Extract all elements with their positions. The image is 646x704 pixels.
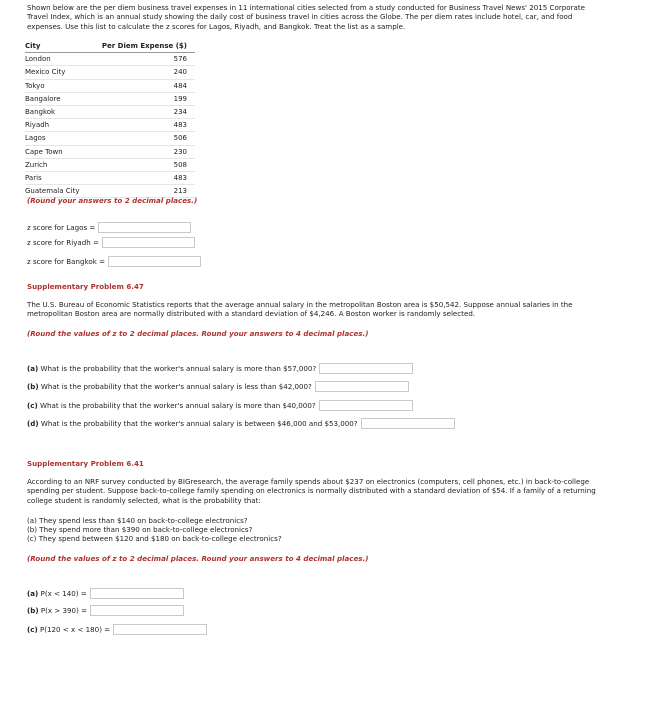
z-lagos-label: z score for Lagos = (27, 223, 96, 232)
table-row (25, 158, 195, 171)
problem-641-list-b: (b) They spend more than $390 on back-to-college electronics? (27, 525, 253, 534)
question-647-c (27, 400, 413, 411)
question-text: What is the probability that the worker's annual salary is between $46,000 and $53,000? (40, 419, 358, 428)
table-row (25, 119, 195, 132)
problem-647-title: Supplementary Problem 6.47 (27, 282, 144, 291)
problem-641-text: According to an NRF survey conducted by BIGresearch, the average family spends about $237 on electronics (computers, cell phones, etc.) in back-to-college spending per student. Suppose back-to-college family spending on electronics is normally distributed with a standard deviation of $54. If a family of a returning college student is randomly selected, what is the probability that: (27, 477, 596, 505)
expense-cell: 576 (88, 53, 195, 66)
answer-expression: P(x > 390) = (40, 606, 88, 615)
z-bangkok-row (27, 256, 201, 267)
answer-647-d-input[interactable] (361, 418, 455, 429)
answer-641-c-input[interactable] (113, 624, 207, 635)
expense-cell: 230 (88, 145, 195, 158)
expense-cell: 483 (88, 171, 195, 184)
expense-cell: 506 (88, 132, 195, 145)
answer-647-a-input[interactable] (319, 363, 413, 374)
problem-647-text: The U.S. Bureau of Economic Statistics reports that the average annual salary in the metropolitan Boston area is $50,542. Suppose annual salaries in the metropolitan Boston area are normally distributed with a standard deviation of $4,246. A Boston worker is randomly selected. (27, 300, 573, 319)
city-cell: Bangkok (25, 105, 88, 118)
table-row (25, 53, 195, 66)
question-text: What is the probability that the worker's annual salary is more than $57,000? (40, 364, 317, 373)
answer-641-b-row (27, 605, 184, 616)
question-label: (d) (27, 419, 39, 428)
question-647-a (27, 363, 413, 374)
table-row (25, 66, 195, 79)
question-text: What is the probability that the worker's annual salary is less than $42,000? (40, 382, 312, 391)
table-row (25, 105, 195, 118)
question-text: What is the probability that the worker's annual salary is more than $40,000? (39, 401, 316, 410)
question-647-b (27, 381, 409, 392)
answer-label: (a) (27, 589, 39, 598)
answer-label: (c) (27, 625, 38, 634)
city-cell: Paris (25, 171, 88, 184)
problem-641-list-c: (c) They spend between $120 and $180 on back-to-college electronics? (27, 534, 282, 543)
table-row (25, 171, 195, 184)
expense-cell: 234 (88, 105, 195, 118)
answer-647-c-input[interactable] (319, 400, 413, 411)
problem-641-title: Supplementary Problem 6.41 (27, 459, 144, 468)
expense-cell: 484 (88, 79, 195, 92)
table-header-row (25, 40, 195, 53)
z-lagos-row (27, 222, 191, 233)
z-riyadh-row (27, 237, 195, 248)
table-row (25, 92, 195, 105)
city-cell: Guatemala City (25, 185, 88, 198)
city-cell: London (25, 53, 88, 66)
city-cell: Tokyo (25, 79, 88, 92)
answer-label: (b) (27, 606, 39, 615)
expense-cell: 240 (88, 66, 195, 79)
answer-expression: P(120 < x < 180) = (39, 625, 111, 634)
answer-641-c-row (27, 624, 207, 635)
answer-641-a-row (27, 588, 184, 599)
question-label: (a) (27, 364, 39, 373)
answer-641-a-input[interactable] (90, 588, 184, 599)
rounding-hint: (Round your answers to 2 decimal places.) (27, 196, 198, 205)
table-row (25, 145, 195, 158)
z-bangkok-label: z score for Bangkok = (27, 257, 106, 266)
z-riyadh-input[interactable] (102, 237, 195, 248)
city-cell: Cape Town (25, 145, 88, 158)
question-647-d (27, 418, 455, 429)
answer-expression: P(x < 140) = (40, 589, 87, 598)
col-expense-header: Per Diem Expense ($) (88, 40, 195, 53)
z-lagos-input[interactable] (98, 222, 191, 233)
answer-647-b-input[interactable] (315, 381, 409, 392)
expense-cell: 199 (88, 92, 195, 105)
problem-647-hint: (Round the values of z to 2 decimal places. Round your answers to 4 decimal places.) (27, 329, 369, 338)
answer-641-b-input[interactable] (90, 605, 184, 616)
city-cell: Zurich (25, 158, 88, 171)
expense-cell: 483 (88, 119, 195, 132)
col-city-header: City (25, 40, 88, 53)
per-diem-table (25, 40, 195, 198)
table-row (25, 79, 195, 92)
question-label: (c) (27, 401, 38, 410)
problem-641-list-a: (a) They spend less than $140 on back-to-college electronics? (27, 516, 248, 525)
problem-intro: Shown below are the per diem business travel expenses in 11 international cities selected from a study conducted for Business Travel News' 2015 Corporate Travel Index, which is an annual study showing the daily cost of business travel in cities across the Globe. The per diem rates include hotel, car, and food expenses. Use this list to calculate the z scores for Lagos, Riyadh, and Bangkok. Treat the list as a sample. (27, 3, 586, 31)
z-riyadh-label: z score for Riyadh = (27, 238, 99, 247)
expense-cell: 508 (88, 158, 195, 171)
city-cell: Riyadh (25, 119, 88, 132)
expense-cell: 213 (88, 185, 195, 198)
z-bangkok-input[interactable] (108, 256, 201, 267)
city-cell: Bangalore (25, 92, 88, 105)
question-label: (b) (27, 382, 39, 391)
problem-641-hint: (Round the values of z to 2 decimal places. Round your answers to 4 decimal places.) (27, 554, 369, 563)
table-row (25, 132, 195, 145)
city-cell: Lagos (25, 132, 88, 145)
city-cell: Mexico City (25, 66, 88, 79)
